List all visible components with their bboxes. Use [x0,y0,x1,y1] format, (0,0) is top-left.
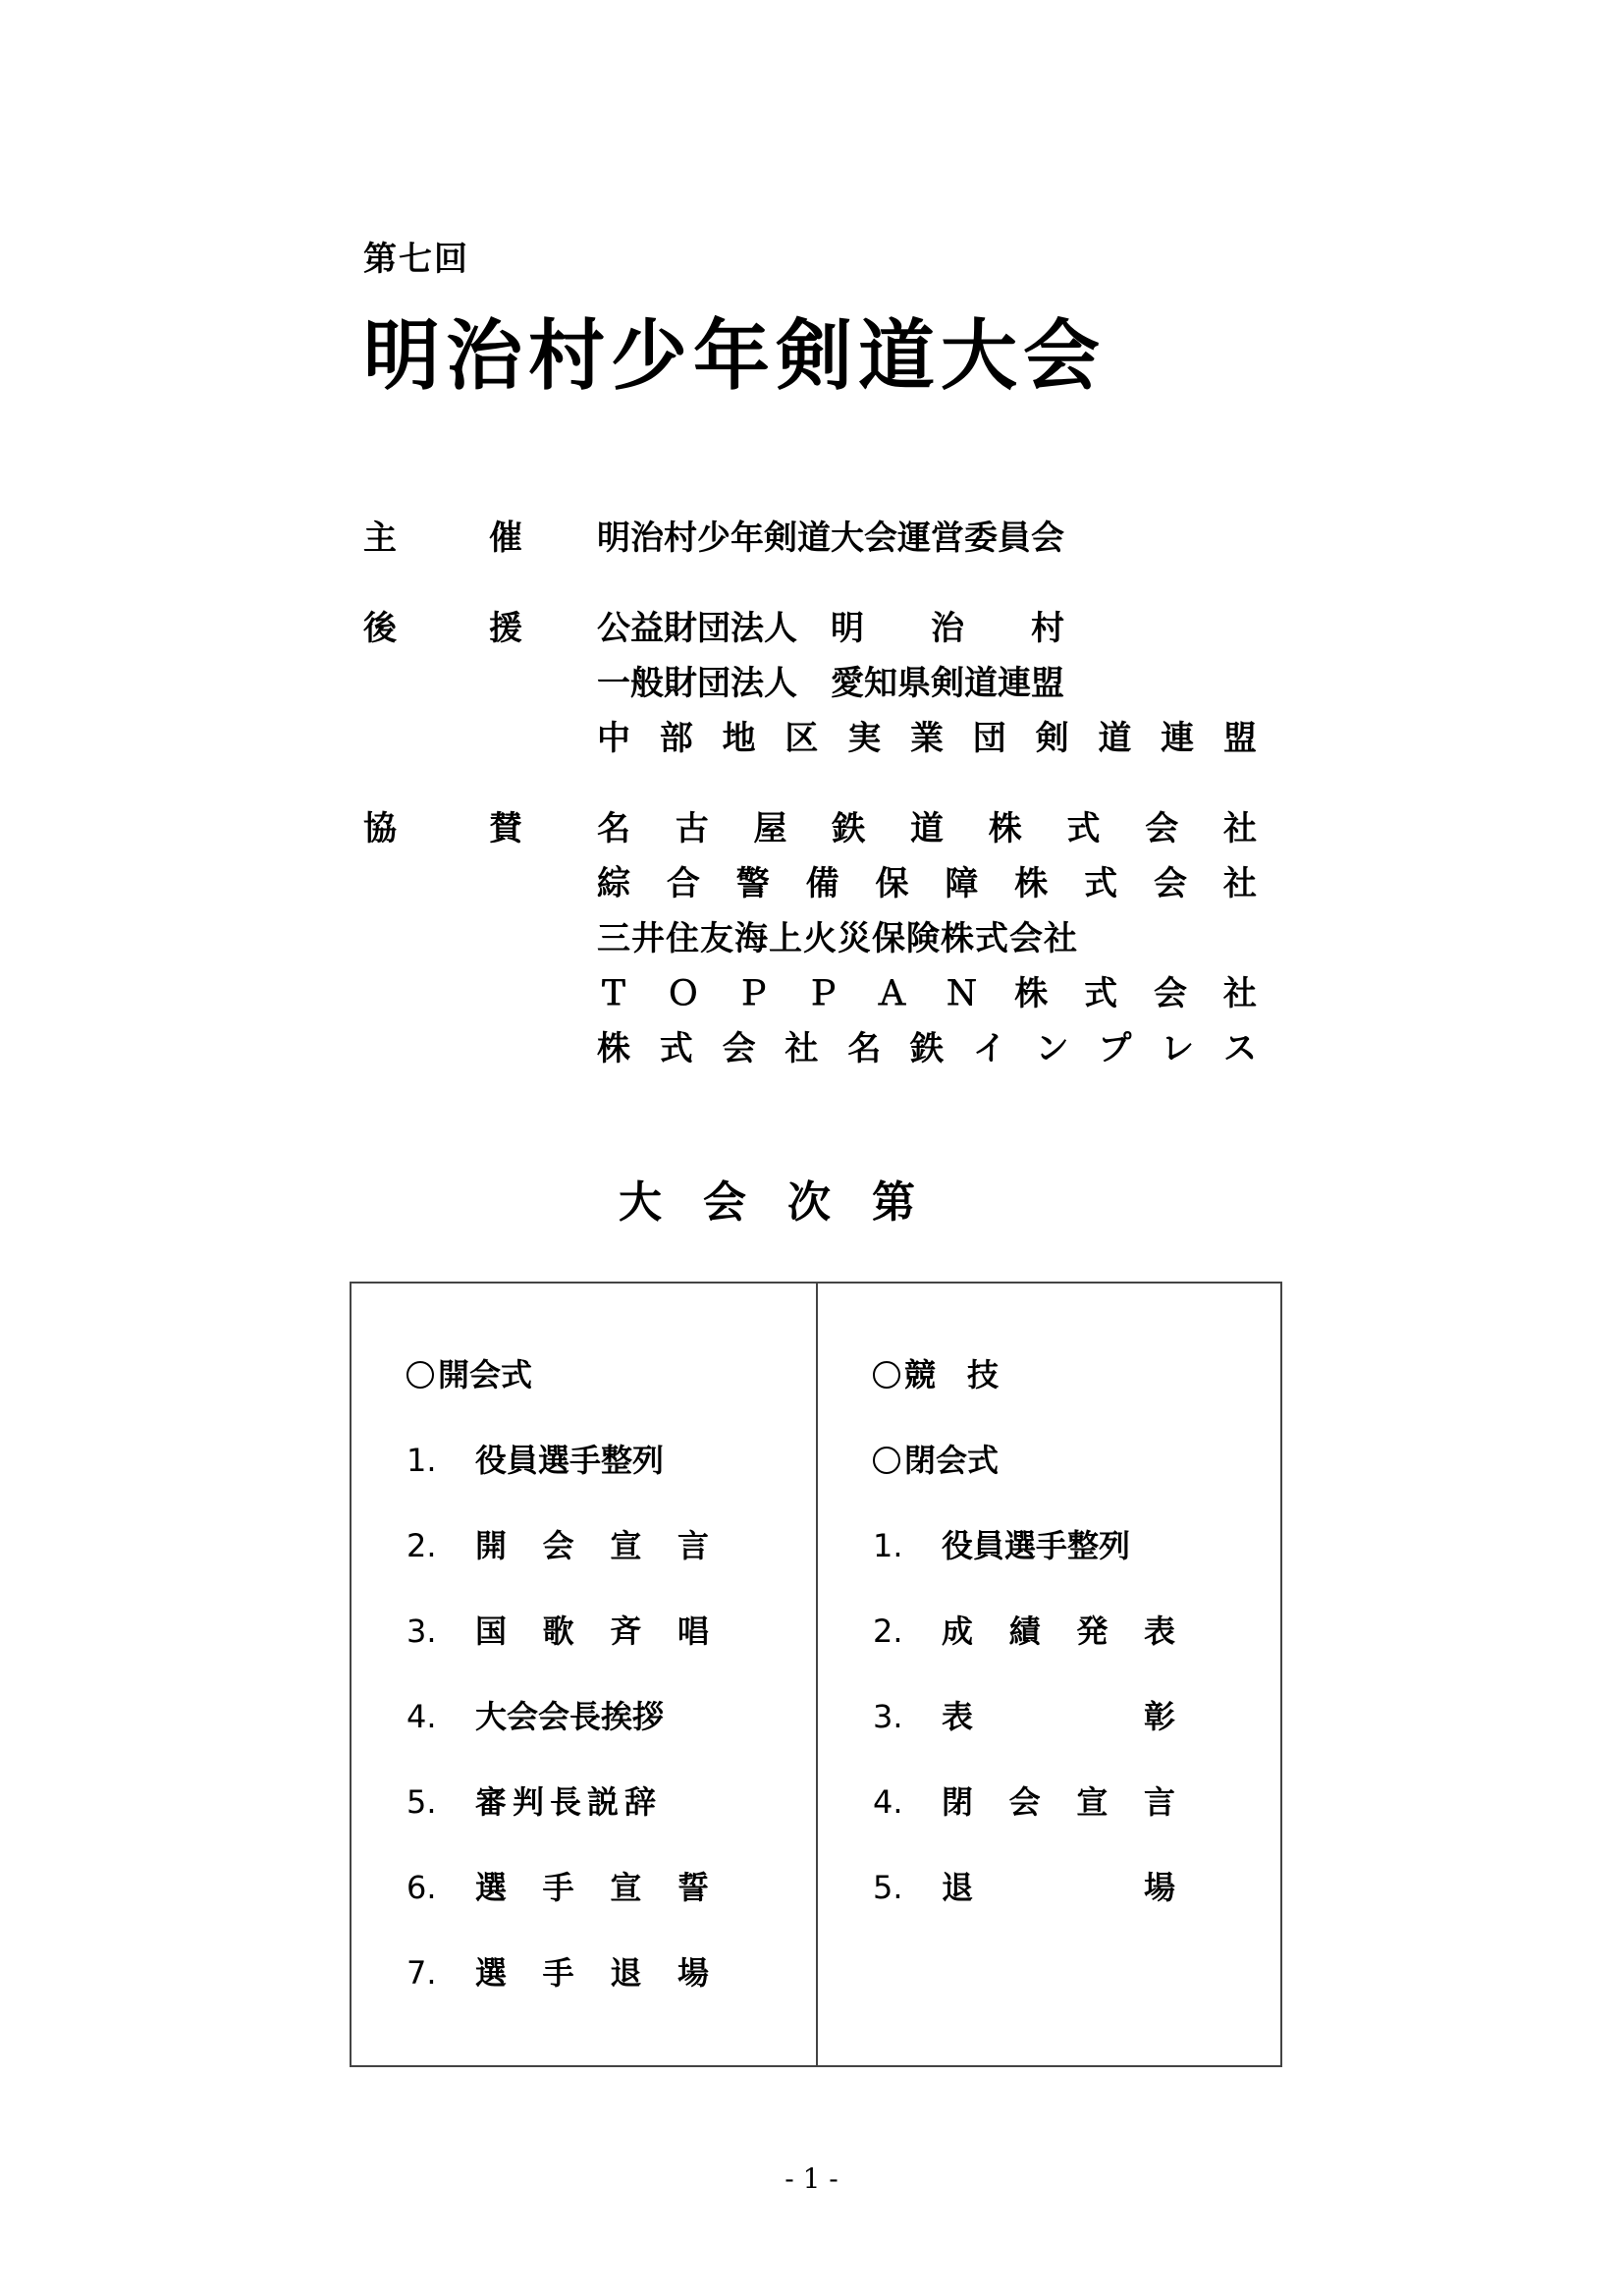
section-heading [406,1333,816,1418]
item-number: 1. [406,1442,437,1479]
item-text: 審判長説辞 [475,1783,663,1821]
spread-char: 選 [475,1869,508,1906]
page-number: - 1 - [784,2162,839,2195]
spread-char: 会 [1008,1783,1041,1821]
spread-char: 会 [722,1029,756,1068]
spread-char: 備 [805,864,839,903]
circle-icon [873,1361,900,1389]
edition-label: 第七回 [363,240,469,279]
spread-char: 退 [942,1869,974,1906]
item-text [942,1760,1175,1845]
program-column-right [816,1284,1280,2065]
spread-char: 歌 [542,1613,574,1650]
spread-char: 社 [1222,974,1257,1013]
org-line [597,856,1257,911]
list-item [406,1589,816,1674]
item-text: 役員選手整列 [942,1527,1131,1564]
heading-text: 競 技 [904,1356,1000,1394]
item-number: 5. [873,1869,903,1906]
item-text [475,1589,709,1674]
org-line: 公益財団法人 明 治 村 [597,609,1064,648]
spread-char: Ｐ [735,974,770,1013]
spread-char: ン [1035,1029,1069,1068]
spread-char: 式 [1084,864,1118,903]
spread-char: レ [1161,1029,1195,1068]
org-line: 明治村少年剣道大会運営委員会 [597,519,1064,558]
spread-char: 言 [676,1527,709,1564]
org-line [597,801,1257,856]
spread-char: 成 [942,1613,974,1650]
item-text [942,1845,1175,1931]
spread-char: 国 [475,1613,508,1650]
item-text [942,1589,1175,1674]
spread-char: 部 [659,719,693,758]
spread-char: 選 [475,1954,508,1992]
spread-char: 障 [945,864,979,903]
spread-char: 会 [1145,809,1179,848]
heading-text: 閉会式 [904,1442,1000,1479]
circle-icon [406,1361,434,1389]
list-item [406,1845,816,1931]
spread-char: 表 [1143,1613,1175,1650]
spread-char: 式 [1084,974,1118,1013]
spread-char: 宣 [610,1869,642,1906]
item-number: 2. [873,1613,903,1650]
spread-char: 彰 [1143,1698,1175,1735]
item-text [475,1503,709,1589]
spread-char: 屋 [753,809,787,848]
spread-char: Ｎ [945,974,979,1013]
spread-char: Ｐ [805,974,839,1013]
spread-char: 名 [597,809,630,848]
item-number: 7. [406,1954,437,1992]
spread-char: 株 [1014,974,1049,1013]
circle-icon [873,1447,900,1474]
program-column-left [352,1284,816,2065]
org-label: 協 賛 [363,809,552,848]
spread-char: 斉 [610,1613,642,1650]
org-label: 後 援 [363,609,552,648]
spread-char: 場 [1143,1869,1175,1906]
org-block-sponsor [363,801,1257,1076]
spread-char: 式 [1066,809,1101,848]
item-number: 4. [406,1698,437,1735]
spread-char: ス [1222,1029,1257,1068]
item-number: 3. [406,1613,437,1650]
spread-char: 名 [847,1029,882,1068]
spread-char: 社 [784,1029,819,1068]
spread-char: 手 [542,1869,574,1906]
spread-char: 株 [597,1029,630,1068]
item-number: 3. [873,1698,903,1735]
spread-char: 中 [597,719,630,758]
spread-char: 績 [1008,1613,1041,1650]
spread-char: 誓 [676,1869,709,1906]
list-item [406,1931,816,2016]
spread-char: 連 [1161,719,1195,758]
spread-char: 古 [675,809,709,848]
list-item [873,1503,1280,1589]
spread-char: 社 [1223,809,1257,848]
item-number: 6. [406,1869,437,1906]
spread-char: 発 [1076,1613,1109,1650]
list-item [406,1674,816,1760]
spread-char: 閉 [942,1783,974,1821]
list-item [873,1674,1280,1760]
spread-char: 綜 [597,864,630,903]
item-text: 大会会長挨拶 [475,1698,665,1735]
list-item [406,1503,816,1589]
spread-char: 鉄 [909,1029,944,1068]
spread-char: 道 [1098,719,1132,758]
spread-char: 唱 [676,1613,709,1650]
org-line [597,1021,1257,1076]
spread-char: 会 [1154,974,1187,1013]
spread-char: 手 [542,1954,574,1992]
item-number: 4. [873,1783,903,1821]
spread-char: Ｔ [597,974,630,1013]
spread-char: 盟 [1222,719,1257,758]
item-text [475,1845,709,1931]
program-title: 大会次第 [619,1177,956,1228]
spread-char: 場 [676,1954,709,1992]
spread-char: 鉄 [832,809,866,848]
spread-char: 道 [910,809,944,848]
spread-char: 宣 [610,1527,642,1564]
spread-char: 保 [875,864,909,903]
spread-char: 剣 [1035,719,1069,758]
spread-char: イ [972,1029,1006,1068]
org-label: 主 催 [363,519,552,558]
item-number: 1. [873,1527,903,1564]
org-line: 一般財団法人 愛知県剣道連盟 [597,664,1064,703]
org-block-host [363,511,1257,566]
spread-char: プ [1098,1029,1132,1068]
spread-char: 表 [942,1698,974,1735]
spread-char: 退 [610,1954,642,1992]
spread-char: 会 [542,1527,574,1564]
spread-char: 宣 [1076,1783,1109,1821]
item-number: 5. [406,1783,437,1821]
heading-text: 開会式 [438,1356,533,1394]
org-line [597,966,1257,1021]
spread-char: 区 [784,719,819,758]
spread-char: 式 [659,1029,693,1068]
spread-char: 合 [666,864,700,903]
spread-char: 言 [1143,1783,1175,1821]
list-item [873,1845,1280,1931]
list-item [873,1589,1280,1674]
spread-char: 社 [1222,864,1257,903]
spread-char: 地 [722,719,756,758]
spread-char: 株 [1014,864,1049,903]
org-block-support [363,601,1257,766]
spread-char: Ａ [875,974,909,1013]
organizers-section [363,511,1257,1112]
spread-char: 業 [909,719,944,758]
list-item [406,1418,816,1503]
spread-char: 団 [972,719,1006,758]
org-line: 三井住友海上火災保険株式会社 [597,919,1078,958]
item-text [475,1931,709,2016]
section-heading [873,1418,1280,1503]
page-title: 明治村少年剣道大会 [363,312,1107,401]
spread-char: Ｏ [666,974,700,1013]
item-text [942,1674,1175,1760]
item-text: 役員選手整列 [475,1442,665,1479]
spread-char: 会 [1154,864,1187,903]
program-table [350,1282,1282,2067]
list-item [873,1760,1280,1845]
spread-char: 警 [735,864,770,903]
item-number: 2. [406,1527,437,1564]
spread-char: 株 [988,809,1022,848]
spread-char: 開 [475,1527,508,1564]
org-line [597,711,1257,766]
list-item [406,1760,816,1845]
section-heading [873,1333,1280,1418]
spread-char: 実 [847,719,882,758]
